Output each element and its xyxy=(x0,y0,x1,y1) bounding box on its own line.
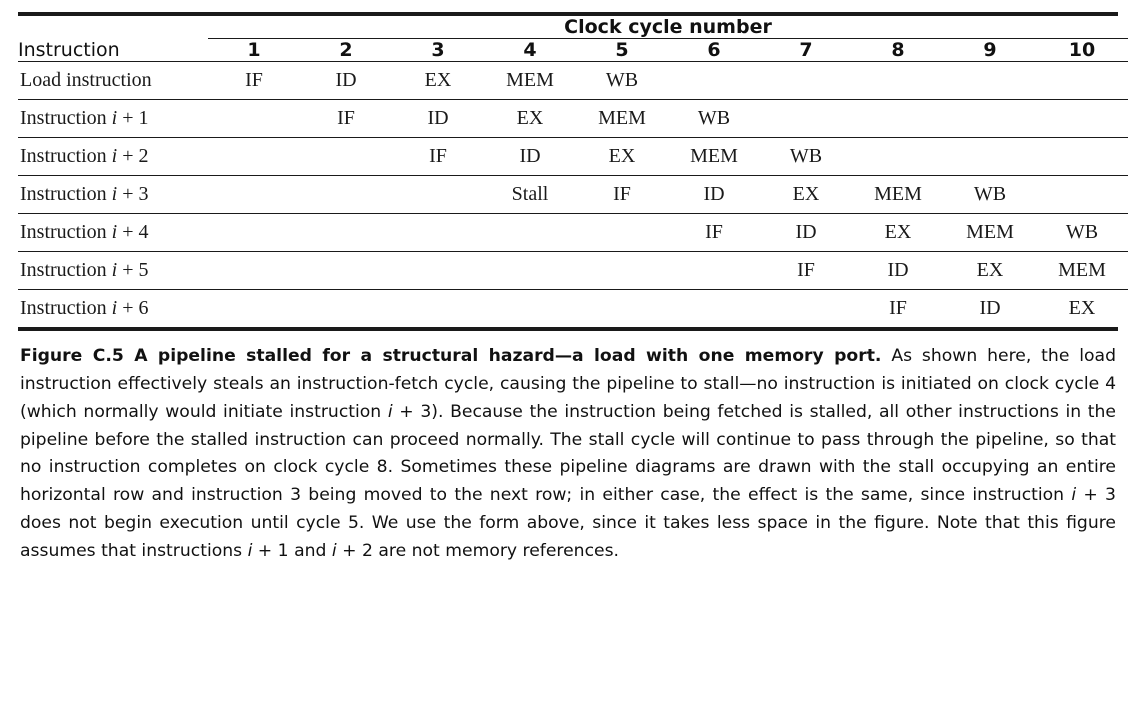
row-label-text-0: Load instruction xyxy=(20,69,152,91)
cell-2-10 xyxy=(1036,138,1128,176)
row-label-text-3: Instruction xyxy=(20,183,112,205)
cell-1-3: ID xyxy=(392,100,484,138)
row-label-4 xyxy=(18,214,208,252)
cell-6-5 xyxy=(576,290,668,328)
row-label-5 xyxy=(18,252,208,290)
row-label-1 xyxy=(18,100,208,138)
row-label-text-5: Instruction xyxy=(20,259,112,281)
figure-caption-italic-2: i xyxy=(1071,485,1077,506)
cell-3-1 xyxy=(208,176,300,214)
instruction-column-header: Instruction xyxy=(18,39,120,61)
table-row xyxy=(18,214,1128,252)
clock-cycle-number-header: Clock cycle number xyxy=(564,16,772,38)
figure-page xyxy=(0,12,1136,706)
column-header-row xyxy=(18,39,1128,62)
cell-6-1 xyxy=(208,290,300,328)
cell-2-5: EX xyxy=(576,138,668,176)
figure-caption-body-5: + 2 are not memory references. xyxy=(336,541,620,562)
cell-2-8 xyxy=(852,138,944,176)
cell-1-10 xyxy=(1036,100,1128,138)
cell-6-6 xyxy=(668,290,760,328)
row-label-text-1: Instruction xyxy=(20,107,112,129)
cell-3-5: IF xyxy=(576,176,668,214)
cell-5-9: EX xyxy=(944,252,1036,290)
cell-5-6 xyxy=(668,252,760,290)
cell-2-6: MEM xyxy=(668,138,760,176)
row-label-italic-4: i xyxy=(111,221,118,243)
table-row xyxy=(18,252,1128,290)
cell-4-7: ID xyxy=(760,214,852,252)
cell-2-7: WB xyxy=(760,138,852,176)
cell-0-7 xyxy=(760,62,852,100)
cycle-header-5: 5 xyxy=(615,39,629,61)
row-label-tail-3: + 3 xyxy=(117,183,149,205)
cell-1-6: WB xyxy=(668,100,760,138)
cell-3-2 xyxy=(300,176,392,214)
cell-5-3 xyxy=(392,252,484,290)
table-row xyxy=(18,176,1128,214)
figure-caption-body-1: As shown here, the load instruction effectively steals an instruction-fetch cycle, causing the pipeline to stall—no instruction is initiated on clock cycle 4 (which normally would initiate instruction xyxy=(20,346,1117,422)
cycle-header-4: 4 xyxy=(523,39,537,61)
figure-caption-body-2: + 3). Because the instruction being fetched is stalled, all other instructions in the pipeline before the stalled instruction can proceed normally. The stall cycle will continue to pass through the pipeline, so that no instruction completes on clock cycle 8. Sometimes these pipeline diagrams are drawn with the stall occupying an entire horizontal row and instruction 3 being moved to the next row; in either case, the effect is the same, since instruction xyxy=(20,401,1116,506)
figure-caption-italic-3: i xyxy=(247,541,253,562)
cell-6-2 xyxy=(300,290,392,328)
cell-0-6 xyxy=(668,62,760,100)
cell-0-8 xyxy=(852,62,944,100)
pipeline-table xyxy=(18,16,1128,327)
row-label-tail-4: + 4 xyxy=(117,221,149,243)
cell-1-4: EX xyxy=(484,100,576,138)
row-label-3 xyxy=(18,176,208,214)
row-label-text-6: Instruction xyxy=(20,297,112,319)
figure-caption-italic-4: i xyxy=(331,541,337,562)
cycle-header-10: 10 xyxy=(1068,39,1096,61)
cell-1-7 xyxy=(760,100,852,138)
row-label-italic-2: i xyxy=(111,145,118,167)
cell-4-8: EX xyxy=(852,214,944,252)
cell-6-10: EX xyxy=(1036,290,1128,328)
cell-3-10 xyxy=(1036,176,1128,214)
cycle-header-2: 2 xyxy=(339,39,353,61)
cell-2-9 xyxy=(944,138,1036,176)
cell-0-2: ID xyxy=(300,62,392,100)
cell-5-5 xyxy=(576,252,668,290)
row-label-italic-3: i xyxy=(111,183,118,205)
cell-6-4 xyxy=(484,290,576,328)
cell-3-3 xyxy=(392,176,484,214)
cell-2-4: ID xyxy=(484,138,576,176)
row-label-italic-1: i xyxy=(111,107,118,129)
cell-5-1 xyxy=(208,252,300,290)
row-label-italic-6: i xyxy=(111,297,118,319)
figure-caption-italic-1: i xyxy=(387,401,393,422)
cell-4-10: WB xyxy=(1036,214,1128,252)
cell-0-9 xyxy=(944,62,1036,100)
figure-caption-title: Figure C.5 A pipeline stalled for a structural hazard—a load with one memory port. xyxy=(20,346,882,366)
cycle-header-row xyxy=(18,16,1128,38)
cell-4-9: MEM xyxy=(944,214,1036,252)
cell-3-9: WB xyxy=(944,176,1036,214)
cell-5-10: MEM xyxy=(1036,252,1128,290)
table-row xyxy=(18,138,1128,176)
cell-0-4: MEM xyxy=(484,62,576,100)
cell-2-2 xyxy=(300,138,392,176)
cell-2-3: IF xyxy=(392,138,484,176)
row-label-6 xyxy=(18,290,208,328)
row-label-tail-6: + 6 xyxy=(117,297,149,319)
row-label-0 xyxy=(18,62,208,100)
row-label-italic-5: i xyxy=(111,259,118,281)
row-label-tail-2: + 2 xyxy=(117,145,149,167)
cell-3-6: ID xyxy=(668,176,760,214)
cell-1-9 xyxy=(944,100,1036,138)
row-label-tail-5: + 5 xyxy=(117,259,149,281)
cell-4-6: IF xyxy=(668,214,760,252)
figure-caption-body-3: + 3 does not begin execution until cycle 5. We use the form above, since it takes less space in the figure. Note that this figure assumes that instructions xyxy=(20,485,1116,562)
row-label-tail-1: + 1 xyxy=(117,107,149,129)
table-row xyxy=(18,62,1128,100)
cycle-header-6: 6 xyxy=(707,39,721,61)
cell-1-5: MEM xyxy=(576,100,668,138)
cell-4-4 xyxy=(484,214,576,252)
cycle-header-3: 3 xyxy=(431,39,445,61)
cycle-header-8: 8 xyxy=(891,39,905,61)
cell-4-2 xyxy=(300,214,392,252)
cycle-header-spacer xyxy=(18,16,208,38)
cell-5-4 xyxy=(484,252,576,290)
cycle-header-9: 9 xyxy=(983,39,997,61)
row-label-text-4: Instruction xyxy=(20,221,112,243)
cell-6-8: IF xyxy=(852,290,944,328)
cell-3-8: MEM xyxy=(852,176,944,214)
cell-3-4: Stall xyxy=(484,176,576,214)
cell-0-1: IF xyxy=(208,62,300,100)
row-label-2 xyxy=(18,138,208,176)
cell-4-5 xyxy=(576,214,668,252)
cell-6-7 xyxy=(760,290,852,328)
cell-6-9: ID xyxy=(944,290,1036,328)
cell-3-7: EX xyxy=(760,176,852,214)
cell-4-3 xyxy=(392,214,484,252)
cell-1-1 xyxy=(208,100,300,138)
cell-1-8 xyxy=(852,100,944,138)
cell-5-2 xyxy=(300,252,392,290)
cycle-header-1: 1 xyxy=(247,39,261,61)
table-row xyxy=(18,290,1128,328)
cell-5-8: ID xyxy=(852,252,944,290)
figure-caption xyxy=(18,331,1118,566)
cell-4-1 xyxy=(208,214,300,252)
cell-0-5: WB xyxy=(576,62,668,100)
figure-caption-body-4: + 1 and xyxy=(252,541,332,562)
table-row xyxy=(18,100,1128,138)
cell-2-1 xyxy=(208,138,300,176)
cell-6-3 xyxy=(392,290,484,328)
cell-0-3: EX xyxy=(392,62,484,100)
cell-5-7: IF xyxy=(760,252,852,290)
cycle-header-7: 7 xyxy=(799,39,813,61)
cell-0-10 xyxy=(1036,62,1128,100)
row-label-text-2: Instruction xyxy=(20,145,112,167)
cell-1-2: IF xyxy=(300,100,392,138)
